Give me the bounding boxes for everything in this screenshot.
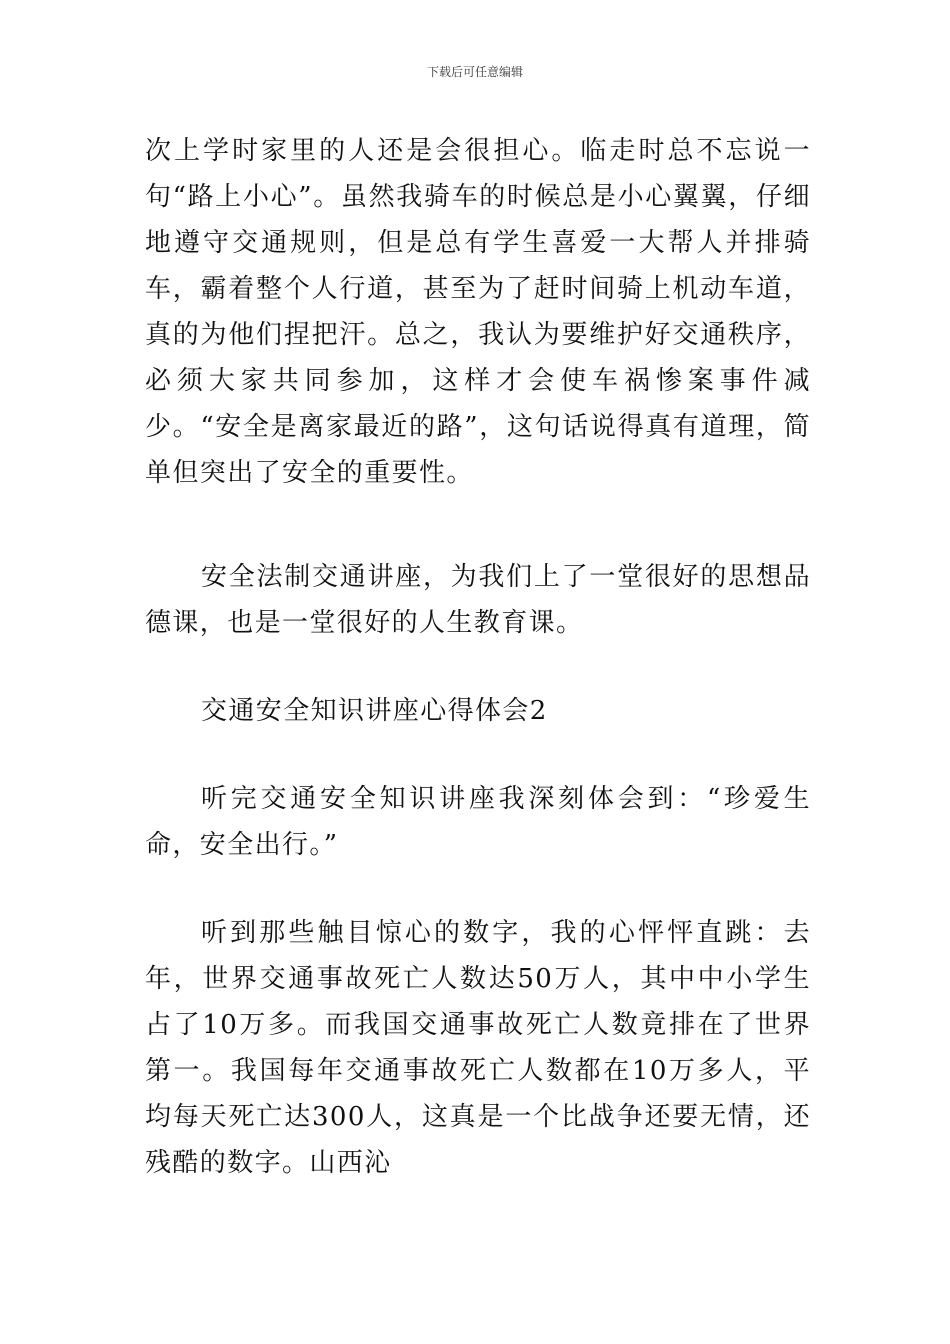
- paragraph-statistics: 听到那些触目惊心的数字，我的心怦怦直跳：去年，世界交通事故死亡人数达50万人，其中中小学生占了10万多。而我国交通事故死亡人数竟排在了世界第一。我国每年交通事故死亡人数都在10万多人，平均每天死亡达300人，这真是一个比战争还要无情，还残酷的数字。山西沁: [145, 918, 811, 1178]
- section-title: 交通安全知识讲座心得体会2: [201, 696, 548, 726]
- paragraph-continuation: 次上学时家里的人还是会很担心。临走时总不忘说一句“路上小心”。虽然我骑车的时候总是小心翼翼，仔细地遵守交通规则，但是总有学生喜爱一大帮人并排骑车，霸着整个人行道，甚至为了赶时间骑上机动车道，真的为他们捏把汗。总之，我认为要维护好交通秩序，必须大家共同参加，这样才会使车祸惨案事件减少。“安全是离家最近的路”，这句话说得真有道理，简单但突出了安全的重要性。: [145, 136, 811, 488]
- paragraph-lecture-summary: 安全法制交通讲座，为我们上了一堂很好的思想品德课，也是一堂很好的人生教育课。: [145, 562, 811, 638]
- paragraph-intro: 听完交通安全知识讲座我深刻体会到：“珍爱生命，安全出行。”: [145, 784, 811, 860]
- document-body: [145, 128, 811, 1186]
- page-header: 下载后可任意编辑: [426, 65, 523, 79]
